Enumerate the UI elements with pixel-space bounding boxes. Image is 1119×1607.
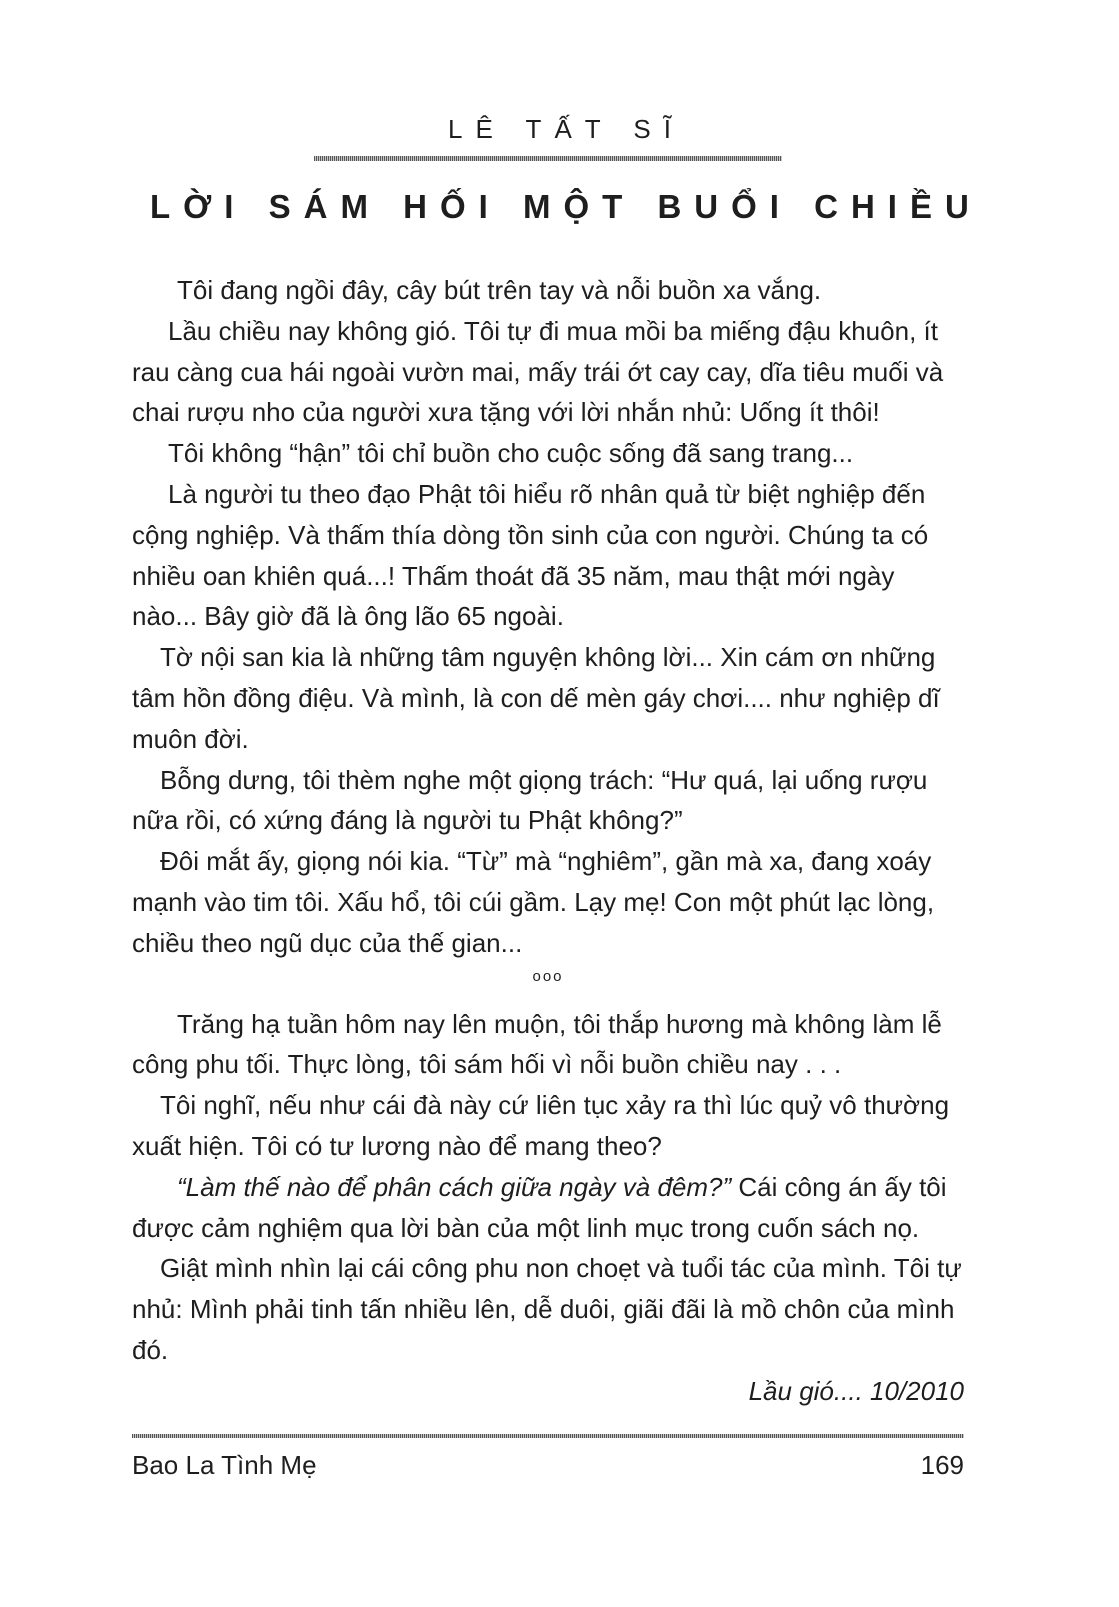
author-name: LÊ TẤT SĨ: [448, 114, 684, 144]
paragraph-6: Bỗng dưng, tôi thèm nghe một giọng trách: “Hư quá, lại uống rượu nữa rồi, có xứng đáng là người tu Phật không?”: [132, 764, 928, 836]
footer-book-title: Bao La Tình Mẹ: [132, 1450, 317, 1480]
article-body: [132, 270, 964, 1412]
signature: Lầu gió.... 10/2010: [748, 1375, 964, 1406]
footer-page-number: 169: [920, 1450, 964, 1480]
paragraph-3: Tôi không “hận” tôi chỉ buồn cho cuộc sống đã sang trang...: [168, 438, 854, 469]
paragraph-5: Tờ nội san kia là những tâm nguyện không lời... Xin cám ơn những tâm hồn đồng điệu. Và mình, là con dế mèn gáy chơi.... như nghiệp dĩ muôn đời.: [132, 642, 940, 754]
paragraph-1: Tôi đang ngồi đây, cây bút trên tay và nỗi buồn xa vắng.: [177, 275, 822, 305]
footer-rule: [132, 1434, 964, 1438]
section-gap: [132, 990, 964, 1004]
header-rule: [314, 156, 782, 161]
paragraph-8: Trăng hạ tuần hôm nay lên muộn, tôi thắp hương mà không làm lễ công phu tối. Thực lòng, tôi sám hối vì nỗi buồn chiều nay . . .: [132, 1008, 942, 1080]
paragraph-10-rest: Cái công án ấy tôi được cảm nghiệm qua lời bàn của một linh mục trong cuốn sách nọ.: [132, 1171, 947, 1243]
paragraph-7: Đôi mắt ấy, giọng nói kia. “Từ” mà “nghiêm”, gần mà xa, đang xoáy mạnh vào tim tôi. Xấu hổ, tôi cúi gầm. Lạy mẹ! Con một phút lạc lòng, chiều theo ngũ dục của thế gian...: [132, 846, 935, 958]
section-separator: ooo: [532, 967, 564, 985]
paragraph-4: Là người tu theo đạo Phật tôi hiểu rõ nhân quả từ biệt nghiệp đến cộng nghiệp. Và thấm thía dòng tồn sinh của con người. Chúng ta có nhiều oan khiên quá...! Thấm thoát đã 35 năm, mau thật mới ngày nào... Bây giờ đã là ông lão 65 ngoài.: [132, 478, 929, 632]
paragraph-10: [132, 1167, 964, 1249]
paragraph-11: Giật mình nhìn lại cái công phu non choẹt và tuổi tác của mình. Tôi tự nhủ: Mình phải tinh tấn nhiều lên, dễ duôi, giãi đãi là mồ chôn của mình đó.: [132, 1253, 962, 1365]
paragraph-9: Tôi nghĩ, nếu như cái đà này cứ liên tục xảy ra thì lúc quỷ vô thường xuất hiện. Tôi có tư lương nào để mang theo?: [132, 1090, 950, 1161]
koan-quote: “Làm thế nào để phân cách giữa ngày và đêm?”: [177, 1171, 732, 1202]
article-title: LỜI SÁM HỐI MỘT BUỔI CHIỀU: [150, 188, 982, 225]
paragraph-2: Lầu chiều nay không gió. Tôi tự đi mua mồi ba miếng đậu khuôn, ít rau càng cua hái ngoài vườn mai, mấy trái ớt cay cay, dĩa tiêu muối và chai rượu nho của người xưa tặng với lời nhắn nhủ: Uống ít thôi!: [132, 315, 944, 428]
